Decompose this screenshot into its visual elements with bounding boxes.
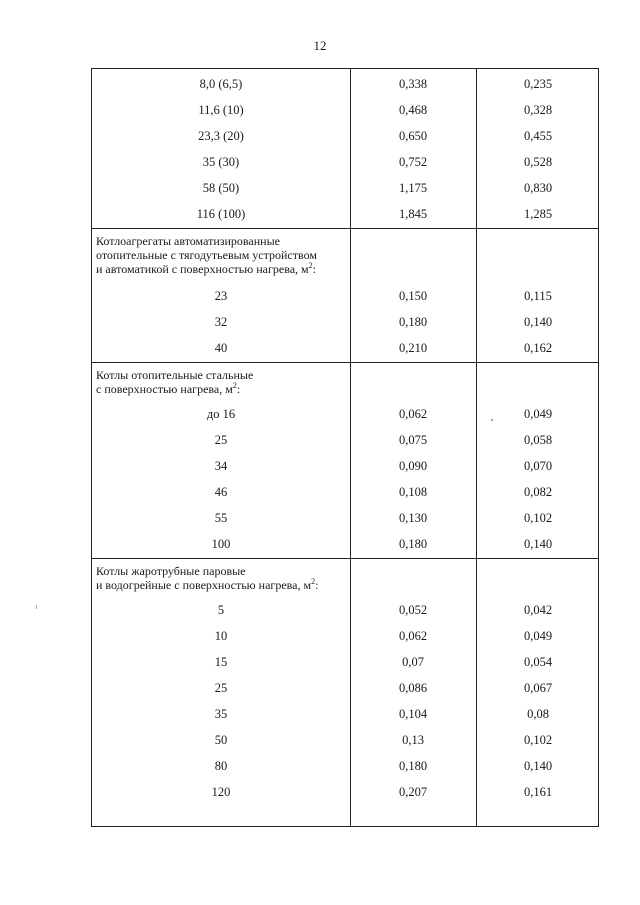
- row-value-b-cell: 0,082: [523, 485, 553, 499]
- row-value-a-cell: 0,104: [398, 707, 428, 721]
- row-value-b-cell: 0,830: [523, 181, 553, 195]
- row-value-a-cell: 0,150: [398, 289, 428, 303]
- section-divider: [92, 228, 598, 229]
- scan-speck: [491, 419, 493, 421]
- row-value-a-cell: 1,175: [398, 181, 428, 195]
- row-value-b-cell: 0,140: [523, 315, 553, 329]
- section-heading: [96, 564, 346, 592]
- section-divider: [92, 362, 598, 363]
- row-size-cell: 25: [214, 433, 228, 447]
- row-size-cell: 11,6 (10): [198, 103, 244, 117]
- section-heading-line: с поверхностью нагрева, м: [96, 382, 233, 396]
- row-value-b-cell: 0,102: [523, 511, 553, 525]
- row-value-b-cell: 0,067: [523, 681, 553, 695]
- row-size-cell: 23: [214, 289, 228, 303]
- row-value-a-cell: 0,090: [398, 459, 428, 473]
- row-value-b-cell: 0,042: [523, 603, 553, 617]
- row-value-a-cell: 0,130: [398, 511, 428, 525]
- row-value-a-cell: 0,650: [398, 129, 428, 143]
- row-size-cell: 34: [214, 459, 228, 473]
- row-size-cell: 10: [214, 629, 228, 643]
- row-value-b-cell: 0,049: [523, 629, 553, 643]
- section-heading: [96, 368, 346, 396]
- row-value-a-cell: 0,062: [398, 629, 428, 643]
- page-number: 12: [313, 38, 327, 53]
- row-size-cell: до 16: [206, 407, 236, 421]
- heading-suffix: :: [236, 382, 241, 396]
- row-value-b-cell: 0,162: [523, 341, 553, 355]
- row-value-b-cell: 0,115: [524, 289, 552, 303]
- row-value-b-cell: 0,235: [523, 77, 553, 91]
- section-heading-line: отопительные с тягодутьевым устройством: [96, 248, 317, 262]
- row-value-a-cell: 0,062: [398, 407, 428, 421]
- row-value-a-cell: 0,207: [398, 785, 428, 799]
- row-value-b-cell: 0,102: [523, 733, 553, 747]
- row-size-cell: 116 (100): [196, 207, 246, 221]
- row-value-a-cell: 0,052: [398, 603, 428, 617]
- heading-suffix: :: [315, 578, 319, 592]
- row-value-b-cell: 0,049: [523, 407, 553, 421]
- row-size-cell: 35: [214, 707, 228, 721]
- row-size-cell: 15: [214, 655, 228, 669]
- row-size-cell: 120: [211, 785, 231, 799]
- row-value-b-cell: 0,140: [523, 537, 553, 551]
- row-value-b-cell: 1,285: [523, 207, 553, 221]
- section-heading-line: и автоматикой с поверхностью нагрева, м: [96, 262, 309, 276]
- row-value-a-cell: 0,180: [398, 759, 428, 773]
- row-size-cell: 80: [214, 759, 228, 773]
- section-heading-line: Котлоагрегаты автоматизированные: [96, 234, 280, 248]
- row-size-cell: 32: [214, 315, 228, 329]
- row-value-b-cell: 0,08: [527, 707, 549, 721]
- row-value-a-cell: 0,13: [402, 733, 424, 747]
- row-value-b-cell: 0,054: [523, 655, 553, 669]
- row-value-a-cell: 0,338: [398, 77, 428, 91]
- row-value-a-cell: 0,180: [398, 537, 428, 551]
- row-size-cell: 40: [214, 341, 228, 355]
- row-value-a-cell: 0,180: [398, 315, 428, 329]
- unit-superscript: 2: [308, 261, 313, 270]
- scan-mark: [36, 605, 37, 609]
- row-size-cell: 55: [214, 511, 228, 525]
- row-size-cell: 58 (50): [202, 181, 240, 195]
- row-value-b-cell: 0,328: [523, 103, 553, 117]
- section-heading-line: и водогрейные с поверхностью нагрева, м: [96, 578, 312, 592]
- row-value-a-cell: 0,07: [402, 655, 424, 669]
- section-divider: [92, 558, 598, 559]
- row-value-a-cell: 0,075: [398, 433, 428, 447]
- row-size-cell: 50: [214, 733, 228, 747]
- row-value-b-cell: 0,161: [523, 785, 553, 799]
- heading-suffix: :: [312, 262, 316, 276]
- row-value-a-cell: 0,752: [398, 155, 428, 169]
- row-value-a-cell: 0,210: [398, 341, 428, 355]
- row-value-a-cell: 0,086: [398, 681, 428, 695]
- row-size-cell: 46: [214, 485, 228, 499]
- row-size-cell: 25: [214, 681, 228, 695]
- section-heading: [96, 234, 346, 276]
- row-value-a-cell: 0,108: [398, 485, 428, 499]
- section-heading-line: Котлы жаротрубные паровые: [96, 564, 246, 578]
- row-size-cell: 100: [211, 537, 231, 551]
- unit-superscript: 2: [232, 381, 237, 390]
- row-value-a-cell: 0,468: [398, 103, 428, 117]
- row-size-cell: 8,0 (6,5): [199, 77, 243, 91]
- data-table: [91, 68, 599, 827]
- row-value-b-cell: 0,058: [523, 433, 553, 447]
- row-value-b-cell: 0,455: [523, 129, 553, 143]
- unit-superscript: 2: [311, 577, 316, 586]
- row-size-cell: 5: [217, 603, 225, 617]
- section-heading-line: Котлы отопительные стальные: [96, 368, 254, 382]
- row-value-b-cell: 0,528: [523, 155, 553, 169]
- row-size-cell: 23,3 (20): [198, 129, 244, 143]
- row-size-cell: 35 (30): [202, 155, 240, 169]
- row-value-b-cell: 0,070: [523, 459, 553, 473]
- row-value-b-cell: 0,140: [523, 759, 553, 773]
- row-value-a-cell: 1,845: [398, 207, 428, 221]
